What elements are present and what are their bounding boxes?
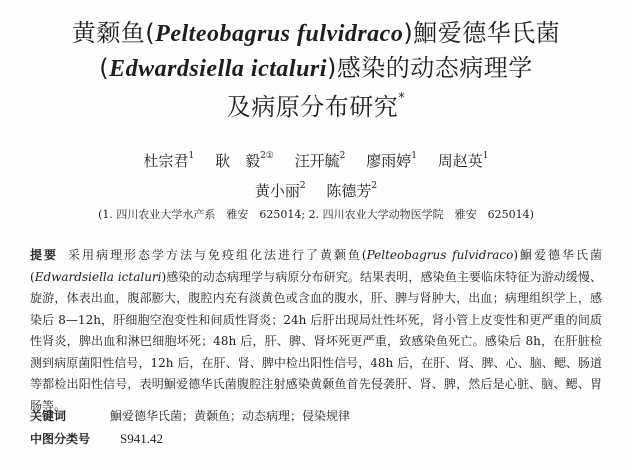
abstract-text: )感染的动态病理学与病原分布研究。结果表明，感染鱼主要临床特征为游动缓慢、旋游，体表出血，腹部膨大，腹腔内充有淡黄色或含血的腹水，肝、脾与肾肿大，出血；病理组织学上，感染后 8—12h，肝细胞空泡变性和间质性肾炎；24h 后肝出现局灶性坏死，肾小管上皮变性和更严重的间质性肾炎，脾出血和淋巴细胞坏死；48h 后，肝、脾、肾坏死更严重，致感染鱼死亡。感染后 8h，在肝脏检测到病原菌阳性信号，12h 后，在肝、肾、脾中检出阳性信号，48h 后，在肝、肾、脾、心、脑、鳃、肠道等都检出阳性信号，表明鮰爱德华氏菌腹腔注射感染黄颡鱼首先侵袭肝、肾、脾，然后是心脏、脑、鳃、胃肠等。 (30, 269, 603, 413)
title-footnote-mark: * (398, 91, 406, 106)
paper-title (0, 17, 632, 125)
title-line-3 (0, 86, 632, 125)
classification-value: S941.42 (120, 431, 163, 446)
author-list (0, 145, 632, 205)
title-line-2 (0, 52, 632, 87)
author: 耿 毅$^{2①}$ (215, 151, 274, 170)
author: 汪开毓$^2$ (294, 151, 346, 170)
abstract-text: 采用病理形态学方法与免疫组化法进行了黄颡鱼( (68, 248, 367, 262)
keywords (30, 407, 350, 424)
species-name-bacterium: Edwardsiella ictaluri (109, 55, 327, 82)
title-line-1 (0, 17, 632, 52)
title-text: )鮰爱德华氏菌 (403, 19, 561, 47)
author-line-2 (0, 175, 632, 205)
abstract (30, 245, 602, 417)
classification-label: 中图分类号 (30, 432, 91, 446)
classification-number (30, 430, 163, 447)
title-text: ( (99, 53, 110, 82)
author: 陈德芳$^2$ (326, 181, 378, 200)
author-line-1 (0, 145, 632, 175)
keywords-label: 关键词 (30, 409, 67, 423)
abstract-text: )鮰爱德华氏菌( (30, 248, 602, 284)
title-text: 黄颡鱼( (71, 19, 156, 47)
author: 杜宗君$^1$ (143, 151, 195, 170)
title-text: 及病原分布研究 (226, 93, 399, 121)
author: 周赵英$^1$ (437, 151, 489, 170)
abstract-species-fish: Pelteobagrus fulvidraco (366, 248, 514, 262)
species-name-fish: Pelteobagrus fulvidraco (155, 21, 404, 47)
abstract-label: 提要 (30, 248, 58, 262)
title-text: )感染的动态病理学 (326, 53, 533, 82)
affiliation: (1. 四川农业大学水产系 雅安 625014; 2. 四川农业大学动物医学院 雅安 625014) (98, 208, 534, 221)
abstract-species-bacterium: Edwardsiella ictaluri (34, 269, 162, 284)
author: 廖雨婷$^1$ (366, 151, 417, 170)
author: 黄小丽$^2$ (254, 181, 306, 200)
keywords-value: 鮰爱德华氏菌；黄颡鱼；动态病理；侵染规律 (110, 409, 351, 423)
